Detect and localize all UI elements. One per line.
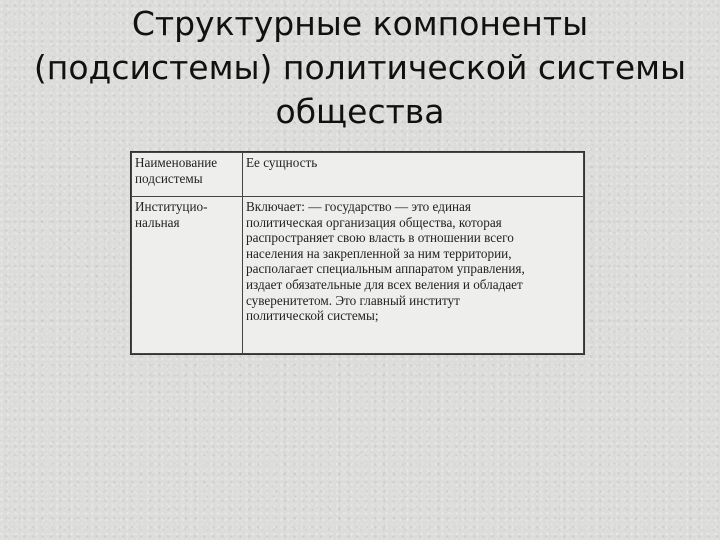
row-description xyxy=(243,197,584,354)
description-line-1: Включает: — государство — это единая xyxy=(246,199,471,214)
description-line-4: населения на закрепленной за ним территории, xyxy=(246,245,512,261)
slide-title xyxy=(0,0,720,134)
subsystems-table xyxy=(131,152,584,354)
title-line-3: общества xyxy=(275,92,445,131)
description-line-6: издает обязательные для всех веления и обладает xyxy=(246,276,523,292)
row-subsystem-name xyxy=(132,197,243,354)
description-line-5: располагает специальным аппаратом управления, xyxy=(246,261,525,277)
header-essence xyxy=(243,153,584,197)
header-essence-text: Ее сущность xyxy=(246,155,318,170)
title-line-2: (подсистемы) политической системы xyxy=(33,48,687,87)
scanned-table-image xyxy=(130,151,585,355)
table-row xyxy=(132,197,584,354)
description-line-8: политической системы; xyxy=(246,308,379,324)
header-subsystem-name-line-2: подсистемы xyxy=(135,170,203,186)
table-header-row xyxy=(132,153,584,197)
header-subsystem-name-line-1: Наименование xyxy=(135,155,218,170)
description-line-3: распространяет свою власть в отношении всего xyxy=(246,230,514,246)
header-subsystem-name xyxy=(132,153,243,197)
row-name-line-2: нальная xyxy=(135,214,180,230)
row-name-line-1: Институцио- xyxy=(135,199,208,214)
title-line-1: Структурные компоненты xyxy=(131,4,589,43)
description-line-7: суверенитетом. Это главный институт xyxy=(246,292,460,308)
description-line-2: политическая организация общества, которая xyxy=(246,214,502,230)
